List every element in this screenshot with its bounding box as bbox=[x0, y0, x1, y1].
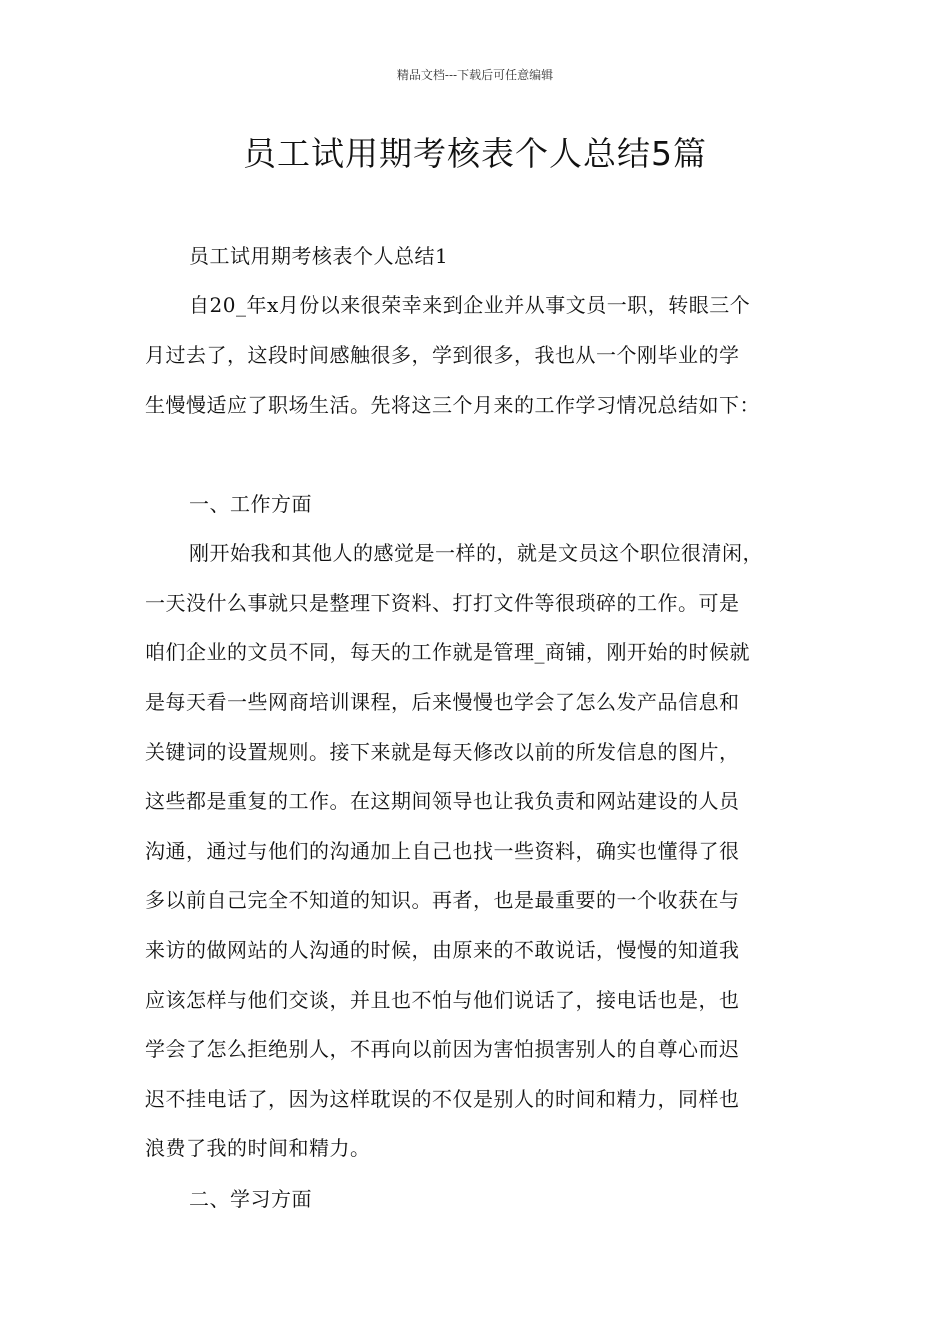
paragraph-line: 多以前自己完全不知道的知识。再者，也是最重要的一个收获在与 bbox=[145, 888, 740, 912]
header-watermark: 精品文档---下载后可任意编辑 bbox=[396, 68, 554, 82]
paragraph-line: 刚开始我和其他人的感觉是一样的，就是文员这个职位很清闲， bbox=[189, 541, 763, 565]
paragraph-line: 学会了怎么拒绝别人，不再向以前因为害怕损害别人的自尊心而迟 bbox=[145, 1037, 740, 1061]
paragraph-line: 自20_年x月份以来很荣幸来到企业并从事文员一职，转眼三个 bbox=[189, 293, 751, 317]
subtitle: 员工试用期考核表个人总结1 bbox=[189, 244, 449, 268]
paragraph-line: 沟通，通过与他们的沟通加上自己也找一些资料，确实也懂得了很 bbox=[145, 839, 740, 863]
section-heading: 二、学习方面 bbox=[189, 1187, 312, 1211]
paragraph-line: 应该怎样与他们交谈，并且也不怕与他们说话了，接电话也是，也 bbox=[145, 988, 740, 1012]
paragraph-line: 浪费了我的时间和精力。 bbox=[145, 1136, 371, 1160]
paragraph-line: 来访的做网站的人沟通的时候，由原来的不敢说话，慢慢的知道我 bbox=[145, 938, 740, 962]
paragraph-line: 月过去了，这段时间感触很多，学到很多，我也从一个刚毕业的学 bbox=[145, 343, 740, 367]
paragraph-line: 一天没什么事就只是整理下资料、打打文件等很琐碎的工作。可是 bbox=[145, 591, 740, 615]
document-title: 员工试用期考核表个人总结5篇 bbox=[243, 134, 707, 173]
paragraph-line: 迟不挂电话了，因为这样耽误的不仅是别人的时间和精力，同样也 bbox=[145, 1087, 740, 1111]
paragraph-line: 这些都是重复的工作。在这期间领导也让我负责和网站建设的人员 bbox=[145, 789, 740, 813]
paragraph-line: 是每天看一些网商培训课程，后来慢慢也学会了怎么发产品信息和 bbox=[145, 690, 740, 714]
paragraph-line: 咱们企业的文员不同，每天的工作就是管理_商铺，刚开始的时候就 bbox=[145, 640, 750, 664]
paragraph-line: 生慢慢适应了职场生活。先将这三个月来的工作学习情况总结如下： bbox=[145, 393, 760, 417]
paragraph-line: 关键词的设置规则。接下来就是每天修改以前的所发信息的图片， bbox=[145, 740, 740, 764]
section-heading: 一、工作方面 bbox=[189, 492, 312, 516]
